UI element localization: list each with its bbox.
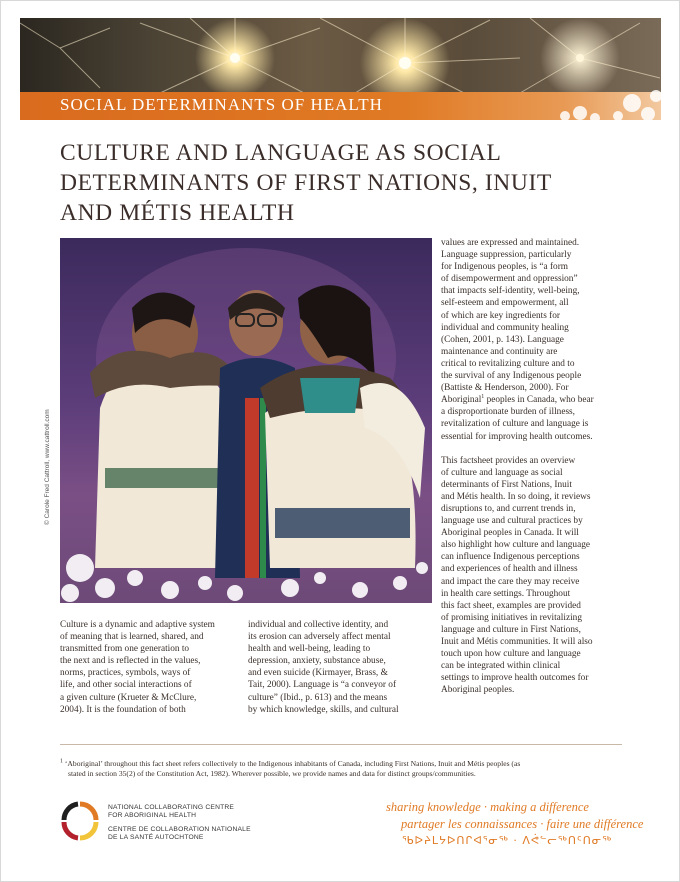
text-line: of disempowerment and oppression” xyxy=(441,274,578,285)
text-line: can influence Indigenous perceptions xyxy=(441,552,580,563)
text-line: a disproportionate burden of illness, xyxy=(441,407,576,418)
footnote-reference[interactable]: 1 xyxy=(481,394,485,401)
org-line: NATIONAL COLLABORATING CENTRE xyxy=(108,804,235,811)
footnote-divider xyxy=(60,744,622,745)
throat-singers-photo xyxy=(60,238,432,603)
text-line: maintenance and continuity are xyxy=(441,346,558,357)
text-line: and experiences of health and illness xyxy=(441,564,578,575)
text-line: can be integrated within clinical xyxy=(441,661,561,672)
text-line: essential for improving health outcomes. xyxy=(441,431,593,442)
text-line: Aboriginal peoples in Canada. It will xyxy=(441,528,579,539)
text-line: (Battiste & Henderson, 2000). For xyxy=(441,383,569,394)
text-line: culture” (Ibid., p. 613) and the means xyxy=(248,692,388,703)
title-line: AND MÉTIS HEALTH xyxy=(60,200,295,226)
text-line: depression, anxiety, substance abuse, xyxy=(248,656,386,667)
body-column-3 xyxy=(441,237,621,696)
text-line: critical to revitalizing culture and to xyxy=(441,358,575,369)
text-line: its erosion can adversely affect mental xyxy=(248,632,391,643)
org-line: DE LA SANTÉ AUTOCHTONE xyxy=(108,834,204,842)
ncch-logo-icon xyxy=(60,800,100,844)
text-line: This factsheet provides an overview xyxy=(441,455,576,466)
text-line: and Métis health. In so doing, it reviews xyxy=(441,491,591,502)
text-line: also highlight how culture and language xyxy=(441,540,590,551)
text-line: transmitted from one generation to xyxy=(60,644,190,655)
text-line: in health care settings. Throughout xyxy=(441,588,571,599)
text-line: determinants of First Nations, Inuit xyxy=(441,479,572,490)
text-line: and even suicide (Kirmayer, Brass, & xyxy=(248,668,388,679)
text-line: of culture and language as social xyxy=(441,467,563,478)
text-line: this fact sheet, examples are provided xyxy=(441,600,581,611)
tagline-french: partager les connaissances · faire une différence xyxy=(401,817,644,831)
text-fragment: peoples in Canada, who bear xyxy=(484,395,594,406)
text-fragment: Aboriginal xyxy=(441,395,482,406)
footnote xyxy=(60,759,625,779)
photo-figures xyxy=(60,238,432,603)
text-line: touch upon how culture and language xyxy=(441,649,581,660)
text-line: a given culture (Krueter & McClure, xyxy=(60,692,197,703)
text-line: of promising initiatives in revitalizing xyxy=(441,612,582,623)
text-line: and impact the care they may receive xyxy=(441,576,580,587)
org-line: CENTRE DE COLLABORATION NATIONALE xyxy=(108,825,251,833)
text-line: for Indigenous peoples, is “a form xyxy=(441,262,569,273)
text-line: the survival of any Indigenous people xyxy=(441,371,582,382)
text-line: life, and other social interactions of xyxy=(60,680,192,691)
tagline-inuktitut: ᖃᐅᔨᒪᔭᐅᑎᒋᐊᕐᓂᖅ · ᐱᕚᓪᓕᖅᑎᑦᑎᓂᖅ xyxy=(402,834,613,847)
text-line: of meaning that is learned, shared, and xyxy=(60,632,204,643)
footnote-line xyxy=(60,759,625,769)
body-column-2 xyxy=(248,619,430,716)
text-line: (Cohen, 2001, p. 143). Language xyxy=(441,334,564,345)
text-line xyxy=(441,394,621,406)
text-line: Aboriginal peoples. xyxy=(441,685,515,696)
text-line: language and culture in First Nations, xyxy=(441,624,581,635)
text-line: revitalization of culture and language is xyxy=(441,419,589,430)
header-banner xyxy=(20,18,661,120)
tagline-english: sharing knowledge · making a difference xyxy=(386,800,589,814)
text-line: health and well-being, leading to xyxy=(248,644,371,655)
banner-label: SOCIAL DETERMINANTS OF HEALTH xyxy=(60,95,383,114)
footnote-mark: 1 xyxy=(60,758,63,765)
text-line: settings to improve health outcomes for xyxy=(441,673,589,684)
text-line: norms, practices, symbols, ways of xyxy=(60,668,191,679)
text-line: disruptions to, and current trends in, xyxy=(441,503,576,514)
text-line: individual and community healing xyxy=(441,322,569,333)
text-line: Culture is a dynamic and adaptive system xyxy=(60,620,215,630)
paragraph xyxy=(441,237,621,443)
org-line: FOR ABORIGINAL HEALTH xyxy=(108,812,197,820)
text-line: Inuit and Métis communities. It will also xyxy=(441,637,593,647)
text-line: individual and collective identity, and xyxy=(248,620,389,630)
page-title xyxy=(60,138,600,228)
text-line: 2004). It is the foundation of both xyxy=(60,704,186,715)
text-line: the next and is reflected in the values, xyxy=(60,656,201,667)
title-line: DETERMINANTS OF FIRST NATIONS, INUIT xyxy=(60,170,552,196)
text-line: values are expressed and maintained. xyxy=(441,238,580,248)
footnote-text: ‘Aboriginal’ throughout this fact sheet refers collectively to the Indigenous inhabitants of Canada, including First Nations, Inuit and Métis peoples (as xyxy=(63,759,521,768)
text-line: that impacts self-identity, well-being, xyxy=(441,286,580,297)
footnote-line: stated in section 35(2) of the Constitution Act, 1982). Wherever possible, we provide names and data for distinct groups/communities. xyxy=(68,769,476,778)
body-column-1 xyxy=(60,619,238,716)
text-line: self-esteem and empowerment, all xyxy=(441,298,569,309)
text-line: Language suppression, particularly xyxy=(441,250,572,261)
text-line: Tait, 2000). Language is “a conveyor of xyxy=(248,680,397,691)
snowflake-decoration-icon xyxy=(20,18,661,120)
paragraph xyxy=(441,455,621,697)
title-line: CULTURE AND LANGUAGE AS SOCIAL xyxy=(60,140,502,166)
organization-name xyxy=(108,804,251,843)
photo-credit: © Carole Fred Cattroll, www.cattroll.com xyxy=(44,409,51,525)
text-line: of which are key ingredients for xyxy=(441,310,561,321)
text-line: language use and cultural practices by xyxy=(441,516,583,527)
text-line: by which knowledge, skills, and cultural xyxy=(248,704,399,715)
